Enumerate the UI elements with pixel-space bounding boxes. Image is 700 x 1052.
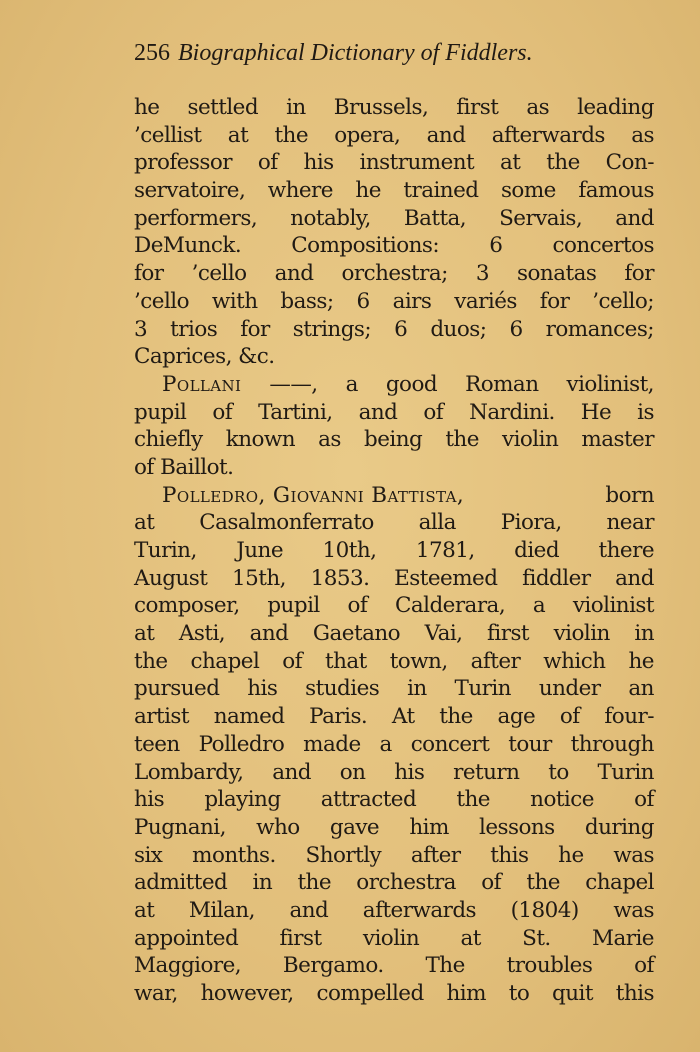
text-line [134, 703, 654, 731]
word: ’cello; [592, 288, 654, 314]
word: Pugnani, [134, 814, 226, 840]
text-line [134, 177, 654, 205]
text-line [134, 94, 654, 122]
word: named [213, 704, 285, 730]
word: his [247, 676, 278, 702]
word: born [605, 482, 654, 508]
text-line [134, 731, 654, 759]
word: He [580, 399, 612, 425]
word: Esteemed [394, 565, 498, 591]
word: appointed [134, 925, 239, 951]
word: Turin, [134, 538, 197, 563]
word: sonatas [517, 261, 597, 287]
word: studies [305, 676, 380, 702]
word: fiddler [522, 565, 591, 591]
word: the [274, 122, 308, 148]
word: he [558, 842, 584, 868]
word: the [456, 787, 490, 813]
word: Lombardy, [134, 759, 244, 785]
word: master [581, 427, 654, 453]
text-line [134, 648, 654, 676]
text-line [134, 897, 654, 925]
word: pupil [267, 593, 320, 619]
word: of [134, 454, 161, 480]
word: 15th, [232, 565, 286, 591]
word: of [212, 399, 233, 425]
running-head [134, 40, 614, 70]
word: died [514, 538, 560, 563]
text-line [134, 869, 654, 897]
word: Asti, [178, 621, 226, 647]
word: made [303, 731, 361, 757]
word: professor [134, 150, 233, 176]
word: some [500, 178, 556, 204]
word: there [598, 538, 654, 563]
word: artist [134, 704, 189, 730]
word: performers, [134, 205, 258, 231]
text-line [134, 537, 654, 565]
word: notably, [290, 205, 371, 231]
word: The [425, 953, 465, 979]
word: famous [578, 178, 654, 204]
word: pursued [134, 676, 220, 702]
word: this [615, 981, 654, 1006]
word: was [613, 897, 654, 923]
word: pupil [134, 399, 187, 425]
word: is [637, 399, 654, 425]
word: ’cellist [134, 122, 202, 148]
word: to [508, 981, 530, 1006]
word: through [570, 731, 654, 757]
word: of [257, 150, 278, 176]
word: first [456, 95, 499, 120]
text-line [134, 925, 654, 953]
word: as [318, 427, 341, 453]
word: the [439, 704, 473, 730]
word: for [134, 261, 164, 287]
word: strings; [292, 316, 372, 342]
word: of [634, 953, 654, 979]
word: trained [403, 178, 479, 204]
word: St. [522, 925, 551, 951]
word: who [256, 814, 300, 840]
word: Shortly [305, 842, 382, 868]
text-line [134, 509, 654, 537]
word: a [345, 371, 358, 397]
word: good [385, 371, 438, 397]
word: under [538, 676, 601, 702]
word: lessons [479, 814, 555, 840]
word: at [227, 122, 249, 148]
word: 3 [134, 316, 148, 342]
page-number: 256 [134, 40, 170, 66]
text-line [134, 786, 654, 814]
text-line [134, 149, 654, 177]
text-line [134, 232, 654, 260]
word: age [497, 704, 536, 730]
word: Con- [605, 150, 654, 176]
word: orchestra [356, 870, 456, 896]
word: during [584, 814, 654, 840]
word: after [470, 648, 521, 674]
word: 1853. [310, 565, 370, 591]
word: Marie [592, 925, 654, 951]
word: this [490, 842, 529, 868]
word: Brussels, [333, 95, 429, 120]
entry-name: Pollani [162, 371, 242, 397]
word: concert [410, 731, 490, 757]
word: Casalmonferrato [199, 510, 374, 536]
word: ’cello [191, 261, 247, 287]
word: being [364, 427, 423, 453]
word: the [526, 870, 560, 896]
word: 3 [475, 261, 489, 287]
word: of [559, 704, 580, 730]
text-line [134, 399, 654, 427]
word: and [274, 261, 314, 287]
word: Batta, [403, 205, 467, 231]
word: of [634, 787, 654, 813]
text-line [134, 426, 654, 454]
text-line [134, 260, 654, 288]
word: at [460, 925, 481, 951]
word: Tartini, [258, 399, 333, 425]
word: war, [134, 981, 178, 1006]
word: was [613, 842, 654, 868]
word: for [624, 261, 654, 287]
word: orchestra; [341, 261, 448, 287]
word: his [394, 759, 425, 785]
word: chapel [190, 648, 260, 674]
word: that [325, 648, 367, 674]
word: Turin [597, 759, 654, 785]
word: violin [362, 925, 420, 951]
word: for [240, 316, 270, 342]
word: At [391, 704, 415, 730]
word: and [272, 759, 311, 785]
word: the [297, 870, 331, 896]
word: Gaetano [312, 621, 401, 647]
text-line [134, 122, 654, 150]
word: at [134, 897, 155, 923]
word: for [539, 288, 570, 314]
word: first [279, 925, 322, 951]
text-line [134, 952, 654, 980]
text-line [134, 316, 654, 344]
word: he [134, 95, 160, 120]
text-line [134, 482, 654, 510]
word: trios [170, 316, 218, 342]
text-line [134, 343, 654, 371]
word: which [543, 648, 606, 674]
word: composer, [134, 593, 240, 619]
word: airs [392, 288, 432, 314]
word: Polledro [198, 731, 285, 757]
word: 6 [489, 233, 503, 259]
word: a [532, 593, 546, 619]
word: Turin [454, 676, 511, 702]
word: Servais, [499, 205, 583, 231]
word: Baillot. [160, 454, 234, 480]
body-text [134, 94, 654, 1008]
word: Piora, [500, 510, 562, 536]
word: town, [389, 648, 448, 674]
word: playing [204, 787, 281, 813]
word: 6 [356, 288, 370, 314]
word: known [225, 427, 296, 453]
word: he [628, 648, 654, 674]
word: months. [192, 842, 276, 868]
word: 6 [394, 316, 408, 342]
word: leading [577, 95, 654, 120]
word: return [453, 759, 520, 785]
word: chiefly [134, 427, 203, 453]
word: of [282, 648, 303, 674]
word: (1804) [510, 897, 579, 923]
word: near [606, 510, 654, 536]
word: afterwards [491, 122, 605, 148]
word: of [423, 399, 444, 425]
word: DeMunck. [134, 233, 242, 259]
word: his [134, 787, 165, 813]
word: and [615, 205, 654, 231]
word: however, [200, 981, 294, 1006]
text-line [134, 454, 654, 482]
word: as [631, 122, 654, 148]
word: of [347, 593, 368, 619]
word: &c. [238, 344, 275, 370]
word: to [548, 759, 569, 785]
entry-name: Polledro, Giovanni Battista, [162, 482, 465, 508]
word: his [303, 150, 334, 176]
word: 6 [509, 316, 523, 342]
text-line [134, 288, 654, 316]
word: first [486, 621, 530, 647]
word: violin [501, 427, 559, 453]
word: opera, [334, 122, 401, 148]
word: Caprices, [134, 344, 239, 370]
word: a [379, 731, 392, 757]
word: at [500, 150, 521, 176]
word: troubles [506, 953, 593, 979]
word: ——, [269, 371, 318, 397]
word: June [236, 538, 284, 563]
word: settled [187, 95, 259, 120]
word: violinist, [566, 371, 654, 397]
text-line [134, 565, 654, 593]
word: 10th, [322, 538, 377, 563]
word: as [526, 95, 550, 120]
word: romances; [545, 316, 654, 342]
word: of [481, 870, 502, 896]
word: notice [530, 787, 594, 813]
word: and [289, 897, 329, 923]
word: where [267, 178, 333, 204]
text-line [134, 842, 654, 870]
word: servatoire, [134, 178, 246, 204]
text-line [134, 205, 654, 233]
word: Paris. [309, 704, 368, 730]
word: at [134, 621, 155, 647]
word: an [628, 676, 654, 702]
page-title: Biographical Dictionary of Fiddlers. [178, 40, 533, 66]
word: him [409, 814, 449, 840]
word: compelled [316, 981, 424, 1006]
word: at [134, 510, 155, 536]
text-line [134, 592, 654, 620]
word: Vai, [424, 621, 463, 647]
word: on [339, 759, 366, 785]
word: violin [553, 621, 610, 647]
word: gave [329, 814, 380, 840]
word: four- [604, 704, 654, 730]
word: Compositions: [291, 233, 440, 259]
word: after [410, 842, 461, 868]
text-line [134, 620, 654, 648]
word: bass; [280, 288, 334, 314]
word: alla [418, 510, 456, 536]
word: teen [134, 731, 180, 757]
word: six [134, 842, 163, 868]
text-line [134, 980, 654, 1008]
word: duos; [430, 316, 487, 342]
word: chapel [585, 870, 654, 896]
word: tour [508, 731, 552, 757]
word: concertos [552, 233, 654, 259]
word: the [445, 427, 479, 453]
word: he [355, 178, 381, 204]
word: attracted [320, 787, 417, 813]
word: and [358, 399, 398, 425]
text-line [134, 814, 654, 842]
word: him [446, 981, 486, 1006]
word: Calderara, [394, 593, 506, 619]
word: and [249, 621, 289, 647]
word: Roman [465, 371, 539, 397]
word: ’cello [134, 288, 189, 314]
text-line [134, 371, 654, 399]
word: in [286, 95, 306, 120]
word: Nardini. [469, 399, 555, 425]
word: with [211, 288, 258, 314]
word: afterwards [362, 897, 477, 923]
word: admitted [134, 870, 228, 896]
word: 1781, [415, 538, 475, 563]
text-line [134, 675, 654, 703]
word: the [546, 150, 580, 176]
word: Maggiore, [134, 953, 242, 979]
word: the [134, 648, 168, 674]
word: in [634, 621, 654, 647]
word: instrument [359, 150, 475, 176]
text-line [134, 759, 654, 787]
word: and [615, 565, 654, 591]
word: Bergamo. [282, 953, 384, 979]
word: and [426, 122, 466, 148]
word: in [252, 870, 273, 896]
word: Milan, [188, 897, 255, 923]
word: in [407, 676, 427, 702]
word: August [134, 565, 208, 591]
word: quit [552, 981, 593, 1006]
word: violinist [572, 593, 654, 619]
word: variés [454, 288, 517, 314]
